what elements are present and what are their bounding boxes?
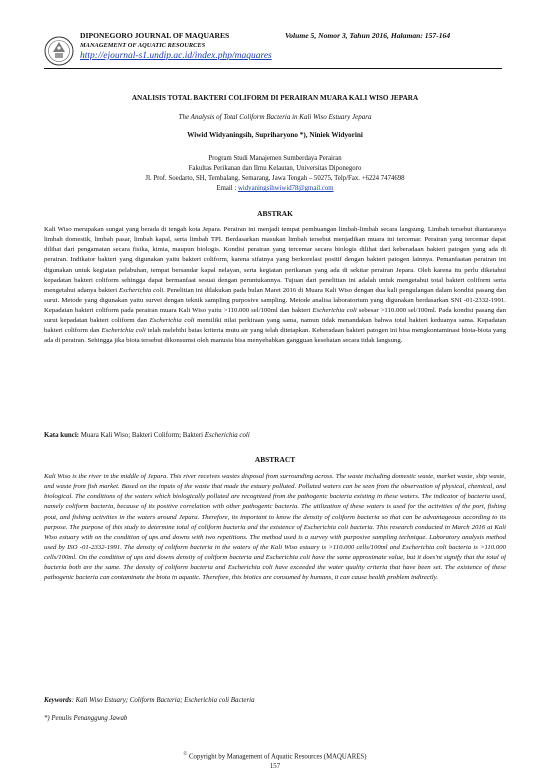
email-link[interactable]: widyaningsihwiwid78@gmail.com [237, 185, 334, 192]
article-subtitle: The Analysis of Total Coliform Bacteria in Kali Wiso Estuary Jepara [178, 113, 372, 121]
journal-name: DIPONEGORO JOURNAL OF MAQUARES [80, 31, 230, 40]
page-number: 157 [269, 763, 281, 770]
kata-kunci: Kata kunci: Muara Kali Wiso; Bakteri Coliform; Bakteri Escherichia coli [44, 432, 250, 439]
keywords: Keywords: Kali Wiso Estuary; Coliform Bacteria; Escherichia coli Bacteria [44, 697, 255, 704]
email-label: Email : [216, 185, 238, 192]
university-seal-icon [44, 36, 74, 66]
article-title: ANALISIS TOTAL BAKTERI COLIFORM DI PERAIRAN MUARA KALI WISO JEPARA [131, 94, 419, 102]
journal-volume: Volume 5, Nomor 3, Tahun 2016, Halaman: 157-164 [285, 31, 451, 40]
abstrak-body: Kali Wiso merupakan sungai yang berada di tengah kota Jepara. Perairan ini menjadi tempat pembuangan limbah-limbah secara langsung. Limbah tersebut diantaranya limbah domestik, limbah pasar, limbah kapal, serta limbah TPI. Berdasarkan masukan limbah tersebut menjadikan muara ini tercemar. Perairan yang tercemar dapat dilihat dari pengamatan secara fisika, kimia, maupun biologis. Kondisi perairan yang tercemar secara biologis dilihat dari keberadaan bakteri patogen yang ada di perairan. Indikator bakteri yang digunakan yaitu bakteri coliform, karena sifatnya yang berkorelasi positif dengan bakteri patogen lainnya. Pemanfaatan perairan ini digunakan untuk kegiatan pelabuhan, tempat bersandar kapal nelayan, serta kegiatan perikanan yang ada di sekitar perairan Jepara. Oleh karena itu perlu diketahui kepadatan bakteri coliform sehingga dapat bermanfaat sesuai dengan peruntukannya. Tujuan dari penelitian ini adalah untuk mengetahui total bakteri coliform serta mengetahui adanya bakteri Escherichia coli. Penelitian ini dilakukan pada bulan Maret 2016 di Muara Kali Wiso dengan dua kali pengulangan dalam kondisi pasang dan surut. Metode yang digunakan yaitu survei dengan teknik sampling purposive sampling. Metode analisa laboratorium yang digunakan berdasarkan SNI -01-2332-1991. Kepadatan bakteri coliform pada perairan muara Kali Wiso yaitu >110.000 sel/100ml dan bakteri Escherichia coli sebesar >110.000 sel/100ml. Pada kondisi pasang dan surut kepadatan bakteri coliform dan Escherichia coli memiliki nilai perkiraan yang sama, namun tidak menandakan bahwa total bakteri keduanya sama. Kepadatan bakteri coliform dan Escherichia coli telah melebihi batas kriteria mutu air yang telah ditetapkan. Keberadaan bakteri patogen ini bisa mengkontaminasi biota-biota yang ada di perairan. Sehingga jika biota tersebut dikonsumsi oleh manusia bisa menyebabkan gangguan kesehatan secara tidak langsung. [44, 226, 506, 345]
affiliation-program: Program Studi Manajemen Sumberdaya Perairan [208, 155, 342, 162]
keywords-label: Keywords [44, 697, 72, 704]
article-authors: Wiwid Widyaningsih, Supriharyono *), Niniek Widyorini [187, 131, 363, 139]
kata-kunci-label: Kata kunci: [44, 432, 80, 439]
affiliation-email [44, 185, 506, 192]
abstrak-heading: ABSTRAK [257, 209, 293, 218]
affiliation-faculty: Fakultas Perikanan dan Ilmu Kelautan, Universitas Diponegoro [188, 165, 362, 172]
journal-subtitle: MANAGEMENT OF AQUATIC RESOURCES [80, 42, 206, 49]
copyright-notice: © Copyright by Management of Aquatic Resources (MAQUARES) [183, 752, 367, 761]
abstract-heading: ABSTRACT [254, 455, 296, 464]
journal-url-link[interactable]: http://ejournal-s1.undip.ac.id/index.php/maquares [80, 51, 272, 61]
header-divider [44, 68, 502, 69]
affiliation-address: Jl. Prof. Soedarto, SH, Tembalang, Semarang, Jawa Tengah – 50275, Telp/Fax. +6224 7474698 [145, 175, 405, 182]
copyright-symbol: © [183, 752, 188, 757]
abstract-body: Kali Wiso is the river in the middle of Jepara. This river receives wastes disposal from surrounding across. The waste including domestic waste, market waste, ship waste, and waste from fish market. Based on the inputs of the waste that made the estuary polluted. Polluted waters can be seen from the observation of physical, chemical, and biological. The conditions of the waters which biologically polluted are recognized from the pathogenic bacteria existing in these waters. The indicator of bacteria used, namely coliform bacteria, because of its positive correlation with other pathogenic bacteria. The utilization of these waters is used for the activities of the port, fishing pout, and fishing activities in the waters around Jepara. Therefore, its important to know the density of coliform bacteria so that can be advantageous according to its purpose. The purpose of this study to determine total of coliform bacteria and the existence of Escherichia coli bacteria. This research conducted in March 2016 at Kali Wiso estuary with on the condition of ups and downs with two repetitions. The method used is a survey with purposive sampling technique. Laboratory analysis method used by ISO -01-2332-1991. The density of coliform bacteria in the waters of the Kali Wiso estuary is >110.000 cells/100ml and Escherichia coli bacteria is >110.000 cells/100ml. On the condition of ups and downs density of coliform bacteria and Escherichia coli have the same approximate value, but it does'nt signify that the total of bacteria both are the same. The density of coliform bacteria and Escherichia coli have exceeded the water quality criteria that have been set. The existence of these pathogenic bacteria can contaminate the biota in aquatic. Therefore, this biotics are consumed by humans, it can cause health problem indirectly. [44, 473, 506, 582]
corresponding-author-footnote: *) Penulis Penanggung Jawab [44, 715, 128, 722]
